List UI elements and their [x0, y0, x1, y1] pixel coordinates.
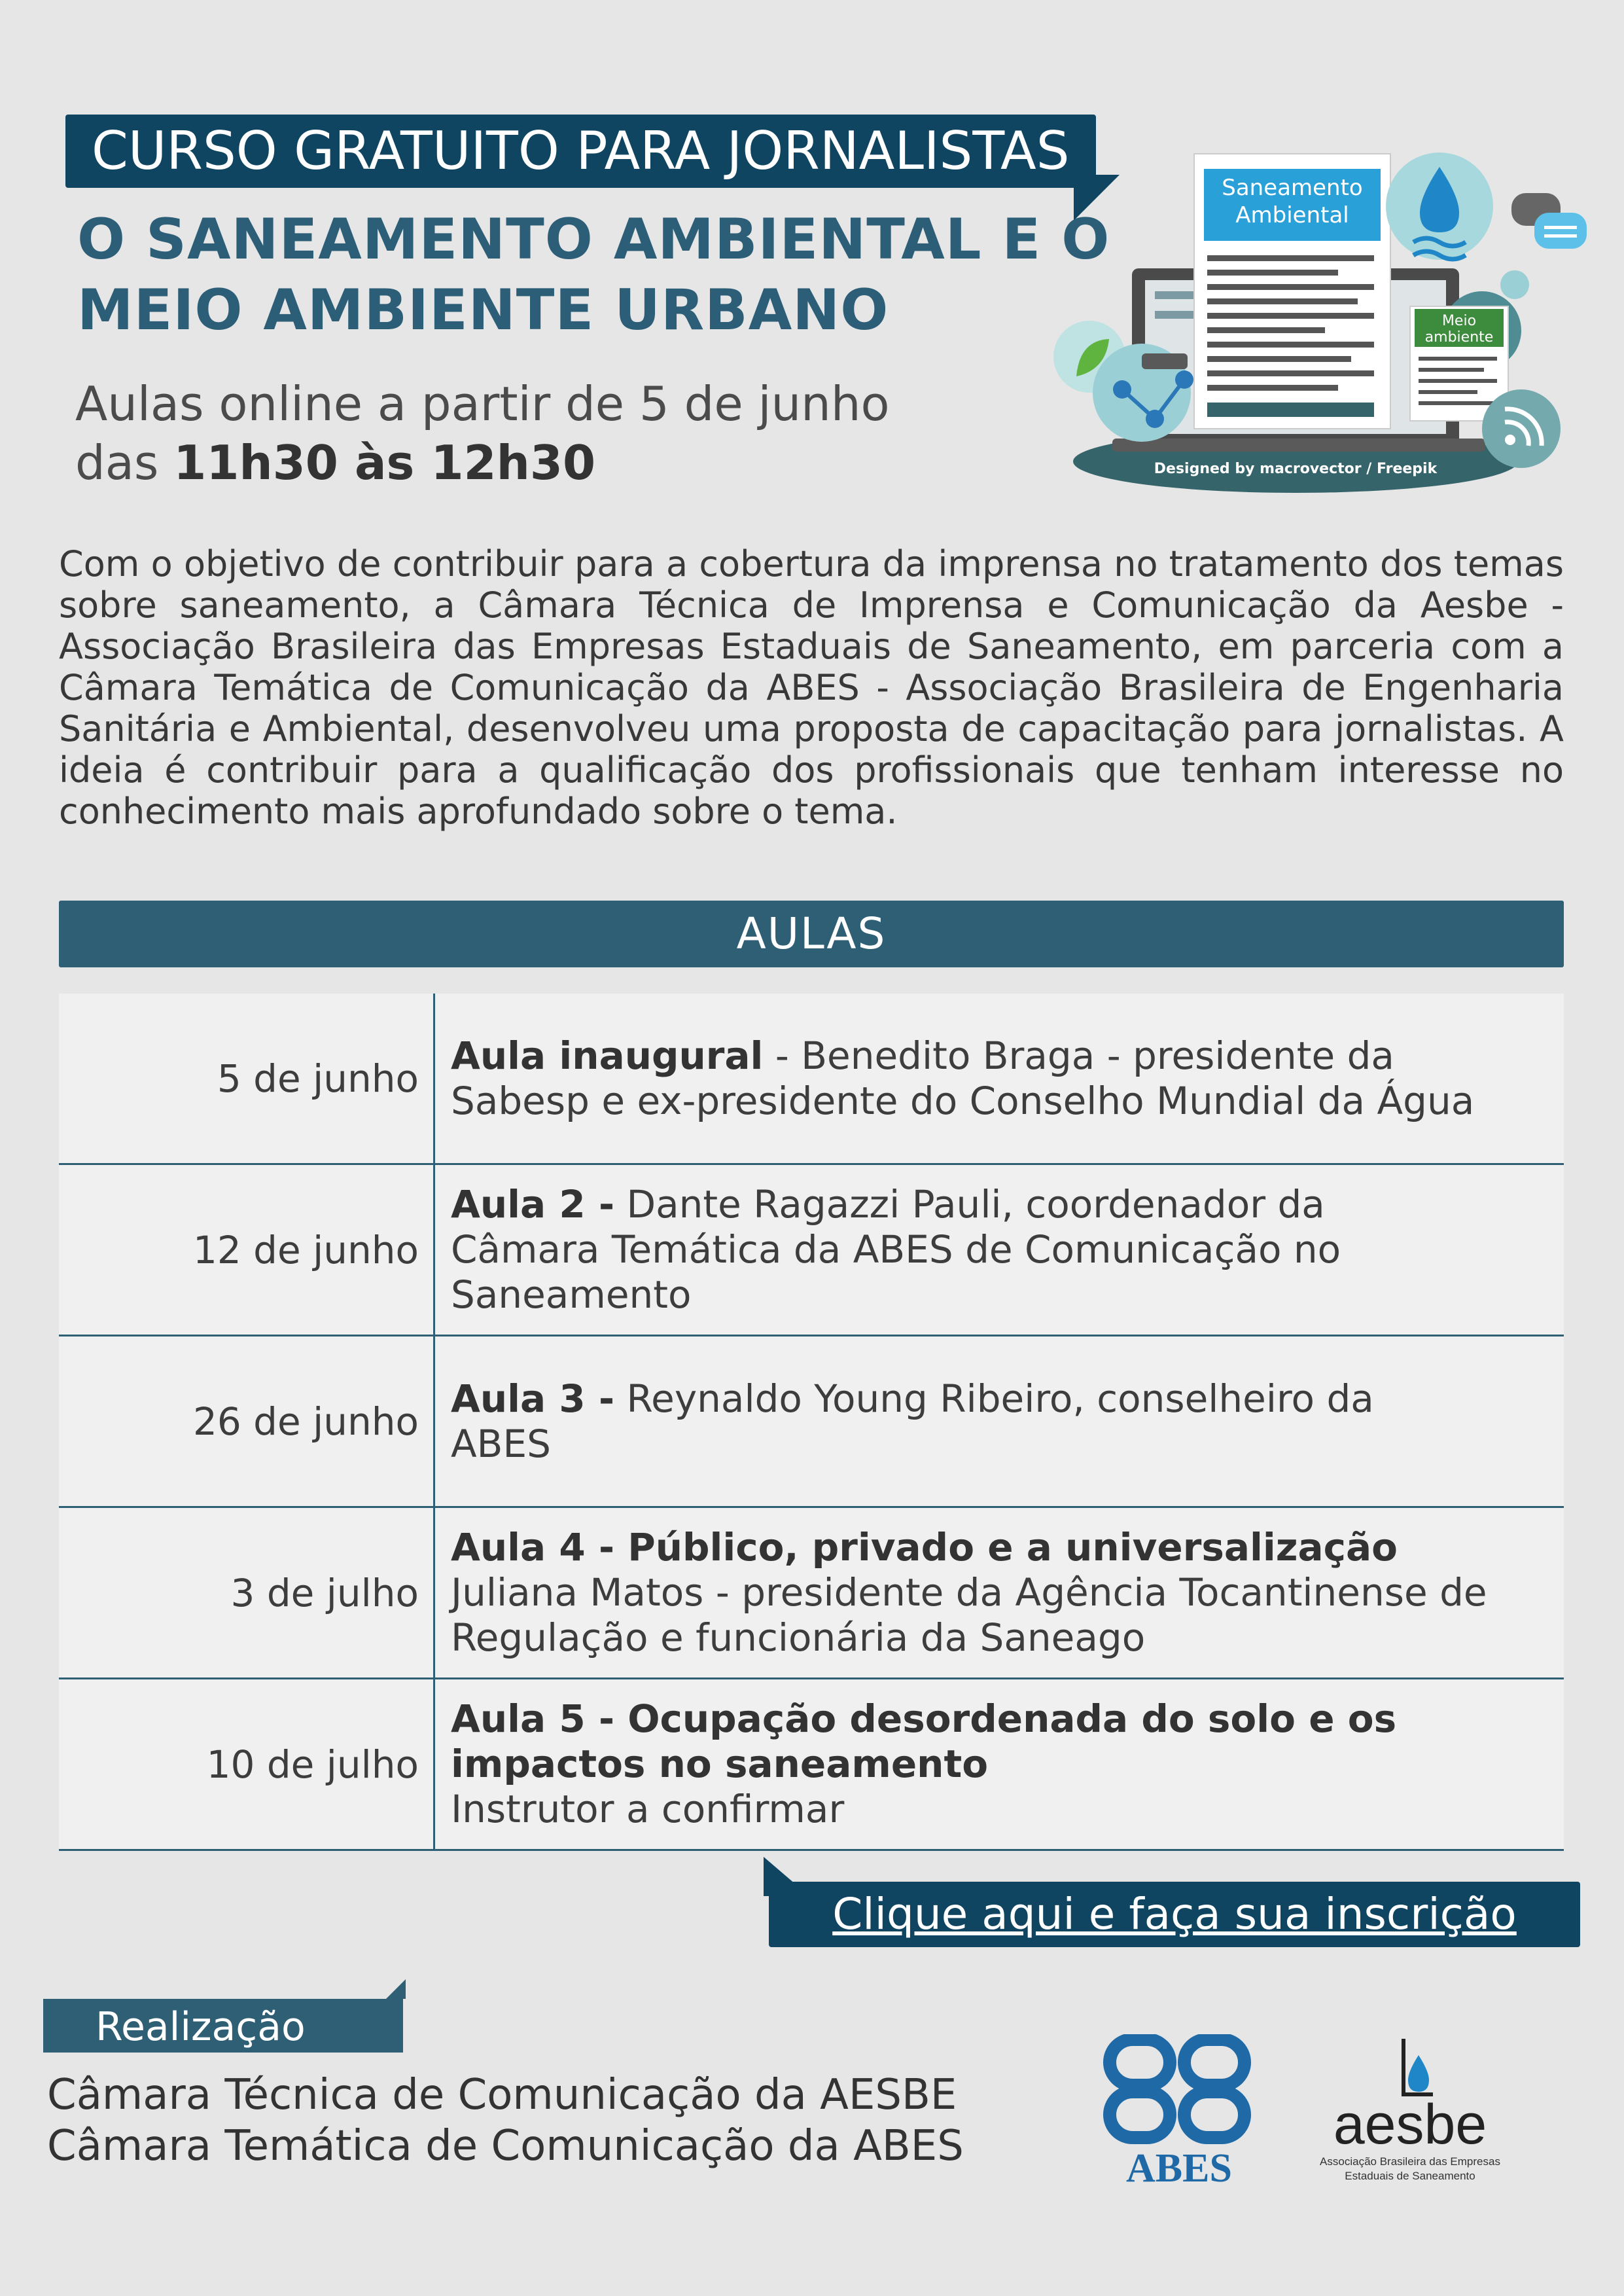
table-row: [59, 994, 1564, 1165]
aesbe-logo-text: aesbe: [1333, 2093, 1487, 2156]
row-text: Juliana Matos - presidente da Agência Tocantinense de Regulação e funcionária da Saneago: [451, 1570, 1487, 1660]
table-row: [59, 1165, 1564, 1336]
aulas-table: [59, 994, 1564, 1851]
row-date: 26 de junho: [59, 1336, 435, 1506]
aesbe-drop-icon: [1408, 2055, 1429, 2092]
table-row: [59, 1679, 1564, 1851]
row-text-first: - Benedito Braga - presidente da: [763, 1033, 1394, 1078]
abes-logo-text: ABES: [1126, 2146, 1232, 2191]
signup-link-button[interactable]: [769, 1882, 1580, 1947]
row-text: ABES: [451, 1421, 551, 1466]
row-title: Aula inaugural: [451, 1033, 764, 1078]
intro-paragraph: Com o objetivo de contribuir para a cobertura da imprensa no tratamento dos temas sobre saneamento, a Câmara Técnica de Imprensa e Comunicação da Aesbe - Associação Brasileira das Empresas Estaduais de Saneamento, em parceria com a Câmara Temática de Comunicação da ABES - Associação Brasileira de Engenharia Sanitária e Ambiental, desenvolveu uma proposta de capacitação para jornalistas. A ideia é contribuir para a qualificação dos profissionais que tenham interesse no conhecimento mais aprofundado sobre o tema.: [59, 543, 1564, 832]
row-description: [435, 1679, 1564, 1849]
row-date: 12 de junho: [59, 1165, 435, 1335]
row-text-first: Dante Ragazzi Pauli, coordenador da: [614, 1182, 1325, 1227]
organizer-line-2: Câmara Temática de Comunicação da ABES: [47, 2122, 964, 2170]
aulas-heading: AULAS: [59, 901, 1564, 967]
subtitle-time: 11h30 às 12h30: [173, 435, 596, 490]
row-text: Instrutor a confirmar: [451, 1787, 845, 1831]
aesbe-sub-line-2: Estaduais de Saneamento: [1345, 2170, 1475, 2182]
subtitle-line-1: Aulas online a partir de 5 de junho: [75, 376, 890, 431]
subtitle-line-2: [75, 433, 890, 492]
table-row: [59, 1508, 1564, 1679]
table-row: [59, 1336, 1564, 1508]
chat-bubble-blue-icon: [1534, 213, 1587, 249]
row-title: Aula 3 -: [451, 1376, 615, 1421]
course-tag-text: CURSO GRATUITO PARA JORNALISTAS: [92, 120, 1070, 181]
signup-link-text[interactable]: Clique aqui e faça sua inscrição: [832, 1889, 1517, 1939]
row-text-first: Reynaldo Young Ribeiro, conselheiro da: [614, 1376, 1374, 1421]
small-tag-line-2: ambiente: [1424, 329, 1494, 346]
row-title: Aula 2 -: [451, 1182, 615, 1227]
row-description: [435, 1165, 1564, 1335]
realizacao-label-text: Realização: [96, 2004, 306, 2050]
realizacao-tail: [386, 1979, 406, 1999]
abes-logo: [1101, 2034, 1258, 2191]
page-title: [77, 204, 1176, 346]
row-date: 10 de julho: [59, 1679, 435, 1849]
schedule-subtitle: [75, 374, 890, 492]
rss-icon: [1505, 435, 1515, 445]
row-text: Câmara Temática da ABES de Comunicação no Saneamento: [451, 1227, 1341, 1317]
row-description: [435, 994, 1564, 1163]
title-line-2: MEIO AMBIENTE URBANO: [77, 278, 889, 343]
row-description: [435, 1508, 1564, 1677]
laptop-base: [1112, 439, 1485, 452]
doc-tag-line-2: Ambiental: [1235, 202, 1349, 228]
title-line-1: O SANEAMENTO AMBIENTAL E O: [77, 207, 1110, 272]
subtitle-prefix: das: [75, 435, 174, 490]
credit-text: Designed by macrovector / Freepik: [1154, 461, 1438, 477]
row-text: Sabesp e ex-presidente do Conselho Mundial da Água: [451, 1078, 1475, 1123]
row-date: 5 de junho: [59, 994, 435, 1163]
row-title: Aula 5 - Ocupação desordenada do solo e os impactos no saneamento: [451, 1696, 1397, 1786]
small-tag-line-1: Meio: [1441, 313, 1477, 329]
realizacao-label: [43, 1999, 403, 2053]
realizacao-organizers: [47, 2070, 964, 2172]
doc-tag-line-1: Saneamento: [1222, 175, 1363, 201]
aesbe-sub-line-1: Associação Brasileira das Empresas: [1320, 2155, 1500, 2168]
hero-illustration: [1040, 131, 1590, 497]
course-tag-banner: [65, 115, 1096, 188]
organizer-line-1: Câmara Técnica de Comunicação da AESBE: [47, 2071, 957, 2119]
aesbe-logo: [1302, 2036, 1518, 2186]
cta-tail: [764, 1857, 809, 1896]
row-date: 3 de julho: [59, 1508, 435, 1677]
faucet-icon: [1142, 353, 1188, 369]
row-description: [435, 1336, 1564, 1506]
row-title: Aula 4 - Público, privado e a universalização: [451, 1525, 1398, 1570]
